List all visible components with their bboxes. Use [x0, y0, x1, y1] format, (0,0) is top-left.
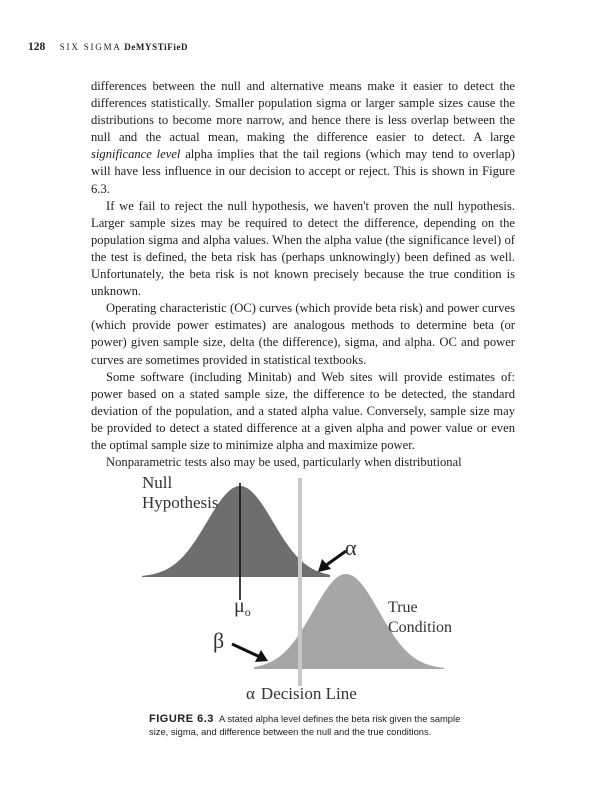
- decision-line-label: α Decision Line: [246, 684, 357, 703]
- paragraph-text: Some software (including Minitab) and Web sites will provide estimates of: power based on a stated sample size, the difference to be detected, the standard deviation of the population, and a stated alpha value. Conversely, sample size may be provided to detect a stated difference at a given alpha and power value or even the optimal sample size to minimize alpha and maximize power.: [91, 369, 515, 452]
- mu-symbol: $\mu_o$: [234, 595, 251, 619]
- figure-caption: [149, 713, 469, 738]
- true-label-line1: True: [388, 599, 418, 616]
- alpha-symbol: α: [345, 535, 357, 560]
- paragraph-text: differences between the null and alternative means make it easier to detect the differences statistically. Smaller population sigma or larger sample sizes cause the distributions to become more narrow, and hence there is less overlap between the null and the actual mean, making the difference easier to detect. A large: [91, 79, 515, 145]
- null-label-line1: Null: [142, 473, 173, 492]
- alpha-arrowhead: [318, 559, 331, 572]
- page-number: 128: [28, 41, 46, 53]
- null-label-line2: Hypothesis: [142, 493, 219, 512]
- book-title: SIX SIGMA: [59, 42, 122, 52]
- caption-text: A stated alpha level defines the beta risk given the sample size, sigma, and difference between the null and the true conditions.: [149, 713, 461, 737]
- paragraph-text: alpha implies that the tail regions (which may tend to overlap) will have less influence in our decision to accept or reject. This is shown in Figure 6.3.: [91, 147, 515, 196]
- paragraph-text: Operating characteristic (OC) curves (which provide beta risk) and power curves (which provide power estimates) are analogous methods to determine beta (or power) given sample size, delta (the difference), sigma, and alpha. OC and power curves are sometimes provided in statistical textbooks.: [91, 301, 515, 367]
- paragraph-text: If we fail to reject the null hypothesis, we haven't proven the null hypothesis. Larger sample sizes may be required to detect the difference, depending on the population sigma and alpha values. When the alpha value (the significance level) of the test is defined, the beta risk has (perhaps unknowingly) been defined as well. Unfortunately, the beta risk is not known precisely because the true condition is unknown.: [91, 198, 515, 299]
- paragraph-text: Nonparametric tests also may be used, particularly when distributional: [106, 455, 462, 470]
- beta-symbol: β: [213, 628, 225, 653]
- beta-arrow: [232, 644, 260, 657]
- italic-term: significance level: [91, 147, 181, 162]
- true-label-line2: Condition: [388, 619, 453, 636]
- caption-label: FIGURE 6.3: [149, 713, 214, 725]
- series-name: DeMYSTiFieD: [124, 42, 189, 52]
- alpha-arrow: [325, 551, 346, 566]
